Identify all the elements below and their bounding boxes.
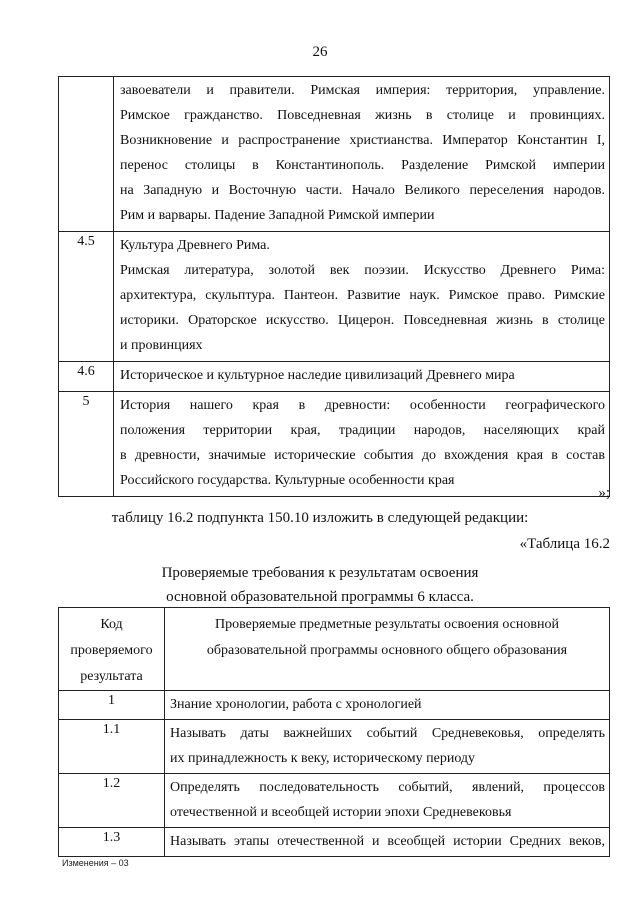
text-line: История нашего края в древности: особенности географического bbox=[120, 398, 605, 413]
text-line: Римское гражданство. Повседневная жизнь в столице и провинциях. bbox=[120, 108, 605, 123]
result-code: 1.2 bbox=[59, 774, 165, 828]
row-heading: Культура Древнего Рима. bbox=[120, 238, 270, 253]
amendment-instruction: таблицу 16.2 подпункта 150.10 изложить в следующей редакции: bbox=[111, 510, 529, 526]
requirements-table bbox=[58, 607, 610, 857]
result-text bbox=[165, 691, 610, 720]
table-row bbox=[59, 720, 610, 774]
table-title-line: основной образовательной программы 6 класса. bbox=[166, 589, 474, 605]
header-text-line: Проверяемые предметные результаты освоения основной bbox=[215, 617, 559, 632]
text-line: архитектура, скульптура. Пантеон. Развитие наук. Римское право. Римские bbox=[120, 288, 605, 303]
text-line: их принадлежность к веку, историческому периоду bbox=[170, 751, 476, 766]
header-code-line: результата bbox=[80, 669, 143, 684]
table-row bbox=[59, 362, 610, 392]
table-row bbox=[59, 392, 610, 497]
text-line: отечественной и всеобщей истории эпохи Средневековья bbox=[170, 805, 512, 820]
table-row bbox=[59, 77, 610, 232]
header-text-line: образовательной программы основного общего образования bbox=[206, 643, 568, 658]
text-line: положения территории края, традиции народов, населяющих край bbox=[120, 423, 605, 438]
row-number: 5 bbox=[59, 392, 114, 497]
text-line: завоеватели и правители. Римская империя: территория, управление. bbox=[120, 83, 605, 98]
row-text bbox=[114, 232, 610, 362]
text-line: Римская литература, золотой век поэзии. Искусство Древнего Рима: bbox=[120, 263, 605, 278]
table-row bbox=[59, 774, 610, 828]
text-line: на Западную и Восточную части. Начало Великого переселения народов. bbox=[120, 183, 605, 198]
header-code-cell bbox=[59, 608, 165, 691]
text-line: перенос столицы в Константинополь. Разделение Римской империи bbox=[120, 158, 605, 173]
header-text-cell bbox=[165, 608, 610, 691]
content-table-top bbox=[58, 76, 610, 497]
text-line: в древности, значимые исторические события до вхождения края в состав bbox=[120, 448, 605, 463]
table-row bbox=[59, 232, 610, 362]
text-line: Рим и варвары. Падение Западной Римской империи bbox=[120, 208, 435, 223]
result-text bbox=[165, 774, 610, 828]
row-number bbox=[59, 77, 114, 232]
table-row bbox=[59, 828, 610, 857]
text-line: Знание хронологии, работа с хронологией bbox=[170, 697, 422, 712]
footer-note: Изменения – 03 bbox=[62, 858, 129, 868]
row-text bbox=[114, 392, 610, 497]
text-line: Определять последовательность событий, явлений, процессов bbox=[170, 780, 605, 795]
closing-quote: »; bbox=[598, 485, 610, 501]
table-title bbox=[0, 561, 640, 609]
result-code: 1 bbox=[59, 691, 165, 720]
text-line: и провинциях bbox=[120, 338, 203, 353]
table-row bbox=[59, 691, 610, 720]
result-text bbox=[165, 828, 610, 857]
header-code-line: проверяемого bbox=[70, 643, 153, 658]
row-number: 4.5 bbox=[59, 232, 114, 362]
header-code-line: Код bbox=[100, 617, 123, 632]
text-line: Называть этапы отечественной и всеобщей истории Средних веков, bbox=[170, 834, 605, 849]
result-code: 1.3 bbox=[59, 828, 165, 857]
text-line: Возникновение и распространение христианства. Император Константин I, bbox=[120, 133, 605, 148]
table-label: «Таблица 16.2 bbox=[519, 536, 610, 552]
text-line: историки. Ораторское искусство. Цицерон. Повседневная жизнь в столице bbox=[120, 313, 605, 328]
page-number: 26 bbox=[312, 44, 328, 60]
text-line: Называть даты важнейших событий Средневековья, определять bbox=[170, 726, 605, 741]
table-title-line: Проверяемые требования к результатам освоения bbox=[161, 565, 479, 581]
table-header-row bbox=[59, 608, 610, 691]
text-line: Российского государства. Культурные особенности края bbox=[120, 473, 455, 488]
row-text bbox=[114, 362, 610, 392]
row-number: 4.6 bbox=[59, 362, 114, 392]
result-code: 1.1 bbox=[59, 720, 165, 774]
row-text bbox=[114, 77, 610, 232]
result-text bbox=[165, 720, 610, 774]
text-line: Историческое и культурное наследие цивилизаций Древнего мира bbox=[120, 368, 515, 383]
